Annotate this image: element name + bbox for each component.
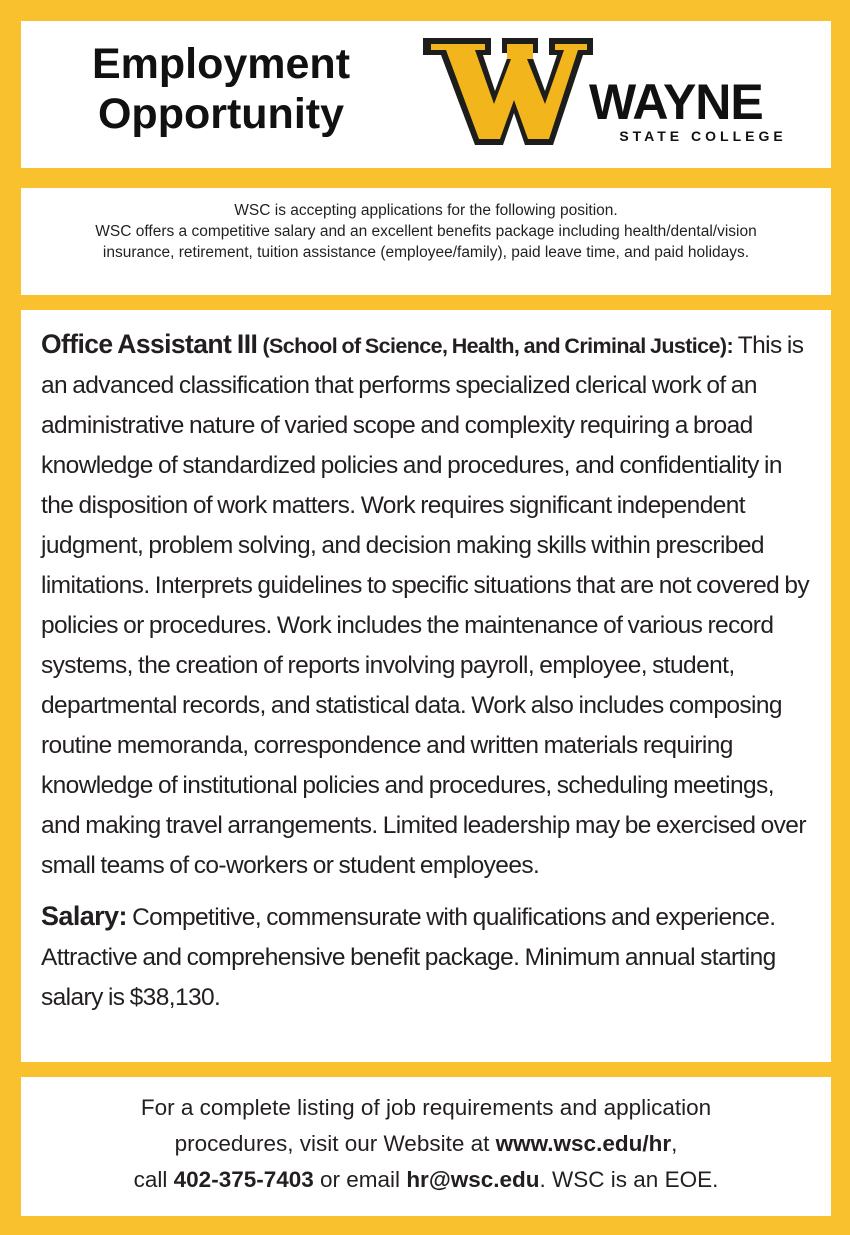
position-description-text: This is an advanced classification that performs specialized clerical work of an administrative nature of varied scope and complexity requiring a broad knowledge of standardized policies and procedures, and confidentiality in the disposition of work matters. Work requires significant independent judgment, problem solving, and decision making skills within prescribed limitations. Interprets guidelines to specific situations that are not covered by policies or procedures. Work includes the maintenance of various record systems, the creation of reports involving payroll, employee, student, departmental records, and statistical data. Work also includes composing routine memoranda, correspondence and written materials requiring knowledge of institutional policies and procedures, scheduling meetings, and making travel arrangements. Limited leadership may be exercised over small teams of co-workers or student employees. [41, 332, 810, 879]
w-logo-icon [421, 33, 596, 155]
contact-info [31, 1090, 821, 1198]
footer-line-3-end: . WSC is an EOE. [539, 1167, 719, 1192]
footer-line-3-text: call [133, 1167, 174, 1192]
footer-line-3-mid: or email [313, 1167, 407, 1192]
intro-line-3: insurance, retirement, tuition assistance (employee/family), paid leave time, and paid holidays. [102, 244, 750, 261]
email-link[interactable]: hr@wsc.edu [406, 1167, 540, 1192]
intro-line-1: WSC is accepting applications for the following position. [234, 202, 618, 219]
position-department: (School of Science, Health, and Criminal Justice): [262, 334, 734, 358]
footer-line-2-end: , [671, 1131, 678, 1156]
title-line-2: Opportunity [97, 90, 344, 138]
intro-line-2: WSC offers a competitive salary and an excellent benefits package including health/dental/vision [95, 223, 757, 240]
website-link[interactable]: www.wsc.edu/hr [495, 1131, 672, 1156]
footer-line-3 [31, 1162, 821, 1198]
position-panel [21, 310, 831, 1062]
title-line-1: Employment [91, 40, 351, 88]
intro-text [33, 200, 819, 263]
footer-line-2 [31, 1126, 821, 1162]
position-description [41, 324, 811, 1018]
position-paragraph [41, 324, 811, 886]
salary-paragraph [41, 896, 811, 1018]
header-panel [21, 21, 831, 168]
footer-line-1: For a complete listing of job requirements and application [140, 1095, 712, 1120]
phone-number[interactable]: 402-375-7403 [173, 1167, 314, 1192]
footer-panel [21, 1077, 831, 1216]
intro-panel [21, 188, 831, 295]
wayne-state-logo [421, 33, 806, 155]
logo-subline: STATE COLLEGE [619, 128, 787, 144]
position-title: Office Assistant III [41, 329, 258, 359]
salary-text: Competitive, commensurate with qualifications and experience. Attractive and comprehensive benefit package. Minimum annual starting salary is $38,130. [41, 904, 776, 1011]
salary-label: Salary: [41, 901, 127, 931]
footer-line-2-text: procedures, visit our Website at [174, 1131, 496, 1156]
logo-wordmark: WAYNE [589, 74, 763, 130]
page-title [61, 39, 381, 139]
